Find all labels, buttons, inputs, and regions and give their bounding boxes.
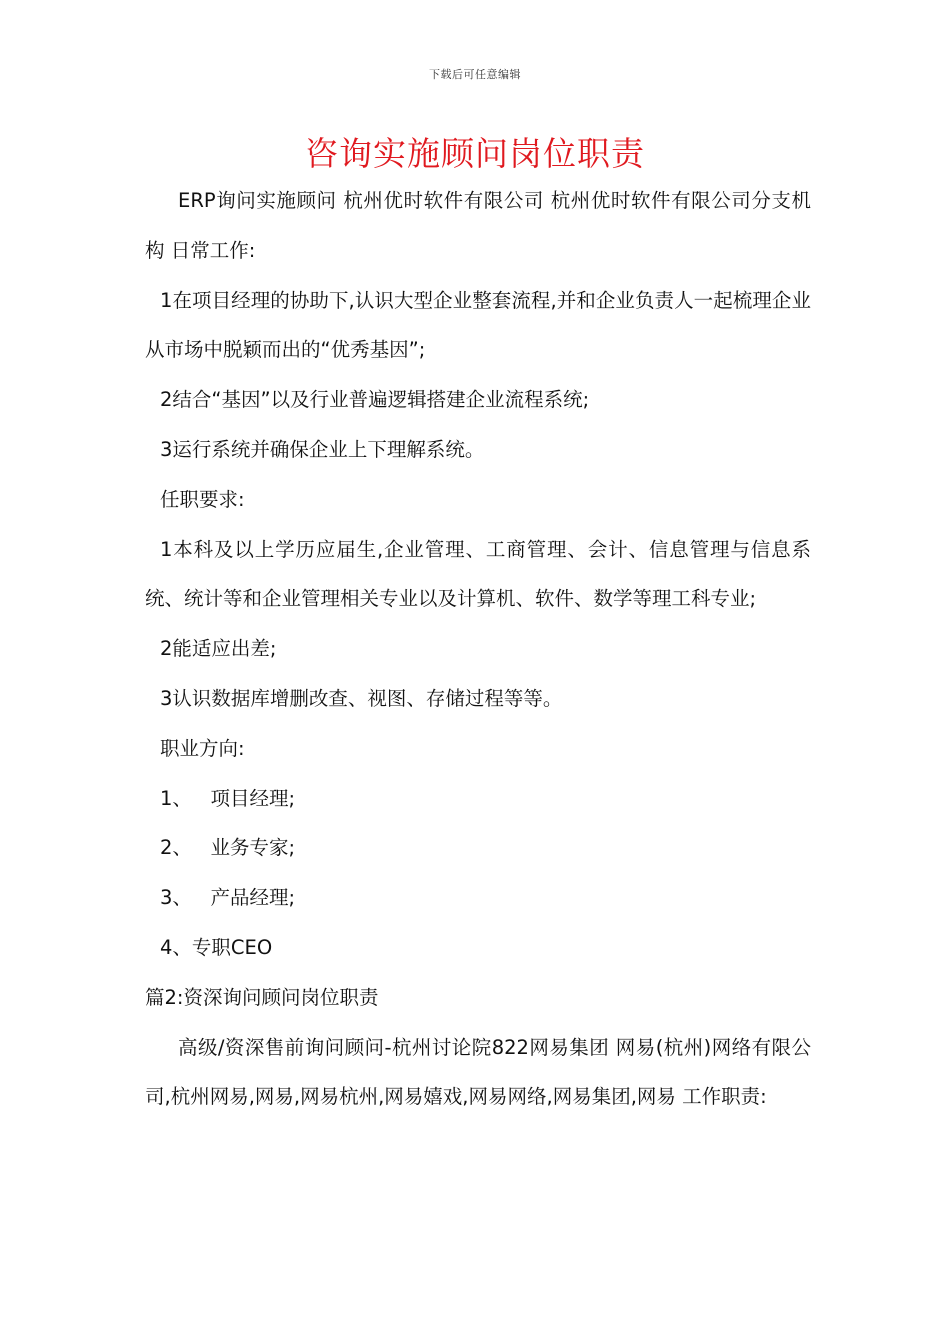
header-note: 下载后可任意编辑 (429, 68, 521, 81)
section-2-intro: 高级/资深售前询问顾问-杭州讨论院822网易集团 网易(杭州)网络有限公司,杭州网易,网易,网易杭州,网易嬉戏,网易网络,网易集团,网易 工作职责: (145, 1035, 811, 1109)
career-item-2: 2、 业务专家; (160, 836, 296, 860)
career-item-3: 3、 产品经理; (160, 886, 296, 910)
document-body (145, 176, 811, 1122)
career-item-1: 1、 项目经理; (160, 786, 296, 810)
requirements-heading: 任职要求: (160, 487, 245, 511)
requirement-item-2: 2能适应出差; (160, 637, 277, 661)
career-heading: 职业方向: (160, 736, 245, 760)
work-item-3: 3运行系统并确保企业上下理解系统。 (160, 437, 485, 461)
work-item-2: 2结合“基因”以及行业普遍逻辑搭建企业流程系统; (160, 388, 590, 412)
intro-paragraph: ERP询问实施顾问 杭州优时软件有限公司 杭州优时软件有限公司分支机构 日常工作: (145, 189, 811, 262)
career-item-4: 4、专职CEO (160, 935, 273, 959)
requirement-item-1: 1本科及以上学历应届生,企业管理、工商管理、会计、信息管理与信息系统、统计等和企业管理相关专业以及计算机、软件、数学等理工科专业; (145, 537, 811, 611)
work-item-1: 1在项目经理的协助下,认识大型企业整套流程,并和企业负责人一起梳理企业从市场中脱颖而出的“优秀基因”; (145, 288, 811, 362)
document-title: 咨询实施顾问岗位职责 (305, 134, 645, 173)
section-2-heading: 篇2:资深询问顾问岗位职责 (145, 985, 379, 1009)
requirement-item-3: 3认识数据库增删改查、视图、存储过程等等。 (160, 686, 563, 710)
